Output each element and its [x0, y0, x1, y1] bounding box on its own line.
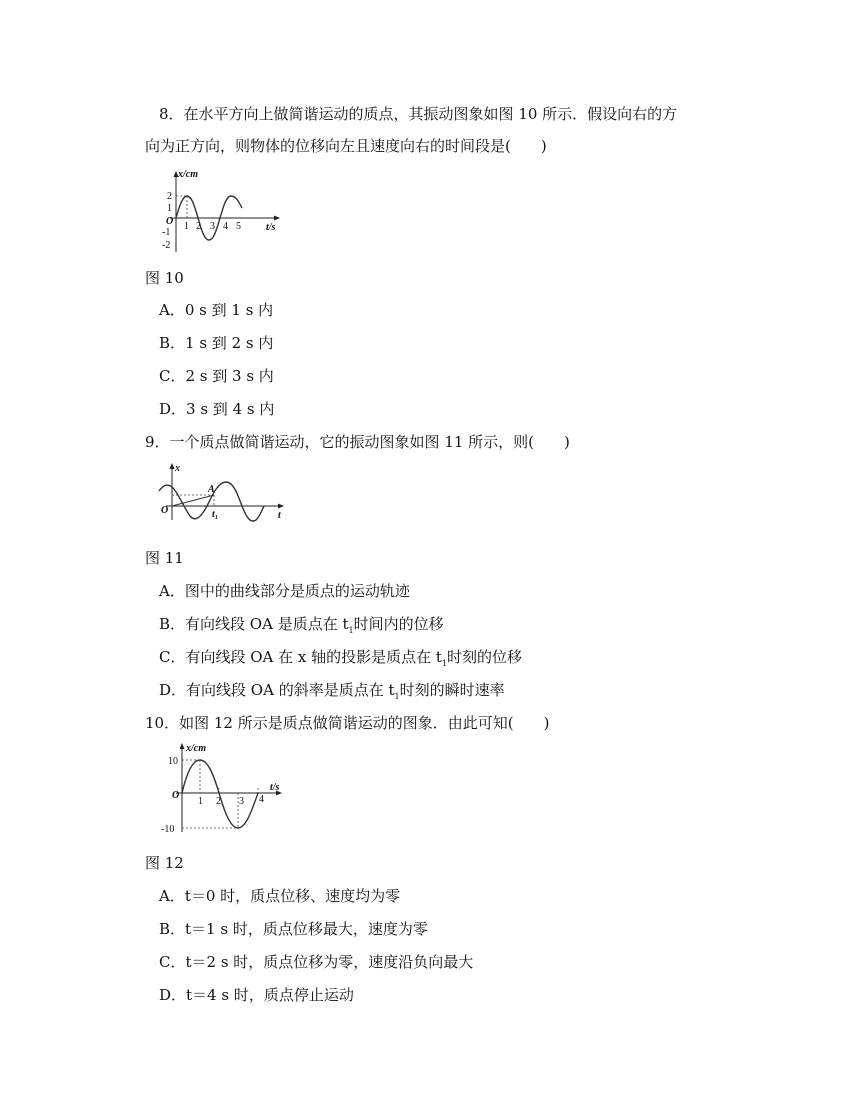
- q8-stem-line2: 向为正方向，则物体的位移向左且速度向右的时间段是( ): [145, 137, 547, 155]
- y-tick-10: 10: [168, 756, 178, 767]
- point-a-label: A: [208, 484, 215, 495]
- y-tick-minus10: -10: [161, 824, 175, 835]
- x-tick-3: 3: [239, 796, 244, 807]
- sine-curve: [182, 760, 258, 828]
- q10-option-d: D．t＝4 s 时，质点停止运动: [159, 986, 354, 1004]
- q8-option-c: C．2 s 到 3 s 内: [159, 367, 274, 385]
- q10-option-b: B．t＝1 s 时，质点位移最大，速度为零: [159, 920, 428, 938]
- x-axis-arrow: [278, 504, 284, 509]
- q10-stem: 10．如图 12 所示是质点做简谐运动的图象．由此可知( ): [145, 714, 550, 732]
- y-axis-label: x/cm: [186, 743, 206, 754]
- q8-stem-line1: 8．在水平方向上做简谐运动的质点，其振动图象如图 10 所示．假设向右的方: [159, 105, 678, 123]
- q8-option-b: B．1 s 到 2 s 内: [159, 334, 274, 352]
- q10-option-c: C．t＝2 s 时，质点位移为零，速度沿负向最大: [159, 953, 474, 971]
- y-tick-minus1: -1: [162, 227, 171, 238]
- y-tick-2: 2: [167, 191, 172, 202]
- x-tick-2: 2: [196, 221, 201, 232]
- y-tick-1: 1: [167, 203, 172, 214]
- q9-stem: 9．一个质点做简谐运动，它的振动图象如图 11 所示，则( ): [145, 433, 570, 451]
- y-axis-arrow: [170, 463, 175, 469]
- q10-option-a: A．t＝0 时，质点位移、速度均为零: [159, 887, 401, 905]
- figure-11-graph: [156, 460, 288, 524]
- figure-12-caption: 图 12: [145, 854, 184, 872]
- figure-11-caption: 图 11: [145, 549, 184, 567]
- x-tick-2: 2: [216, 796, 221, 807]
- y-axis-label: x: [175, 463, 180, 474]
- q8-option-d: D．3 s 到 4 s 内: [159, 400, 275, 418]
- q9-option-c: C．有向线段 OA 在 x 轴的投影是质点在 $t_1$时刻的位移: [159, 648, 523, 668]
- y-axis-label: x/cm: [178, 169, 198, 180]
- x-axis-label: t/s: [266, 222, 276, 233]
- x-tick-4: 4: [223, 221, 228, 232]
- x-tick-4: 4: [259, 794, 264, 805]
- q9-option-a: A．图中的曲线部分是质点的运动轨迹: [159, 582, 410, 600]
- y-axis-arrow: [180, 743, 185, 749]
- x-tick-3: 3: [210, 221, 215, 232]
- q9-option-d: D．有向线段 OA 的斜率是质点在 $t_1$时刻的瞬时速率: [159, 681, 505, 701]
- x-axis-label: t: [278, 510, 281, 521]
- x-axis-arrow: [274, 216, 280, 221]
- y-tick-minus2: -2: [162, 240, 171, 251]
- figure-10-caption: 图 10: [145, 269, 184, 287]
- figure-12-graph: [160, 740, 290, 836]
- q9-option-b: B．有向线段 OA 是质点在 $t_1$时间内的位移: [159, 615, 444, 635]
- figure-10-graph: [160, 168, 285, 256]
- x-tick-1: 1: [198, 796, 203, 807]
- t1-label: t₁: [212, 509, 219, 520]
- q8-option-a: A．0 s 到 1 s 内: [159, 301, 274, 319]
- x-tick-1: 1: [184, 221, 189, 232]
- origin-label: O: [172, 790, 180, 801]
- x-axis-label: t/s: [270, 782, 280, 793]
- origin-label: O: [161, 505, 169, 516]
- x-tick-5: 5: [236, 221, 241, 232]
- origin-label: O: [166, 216, 174, 227]
